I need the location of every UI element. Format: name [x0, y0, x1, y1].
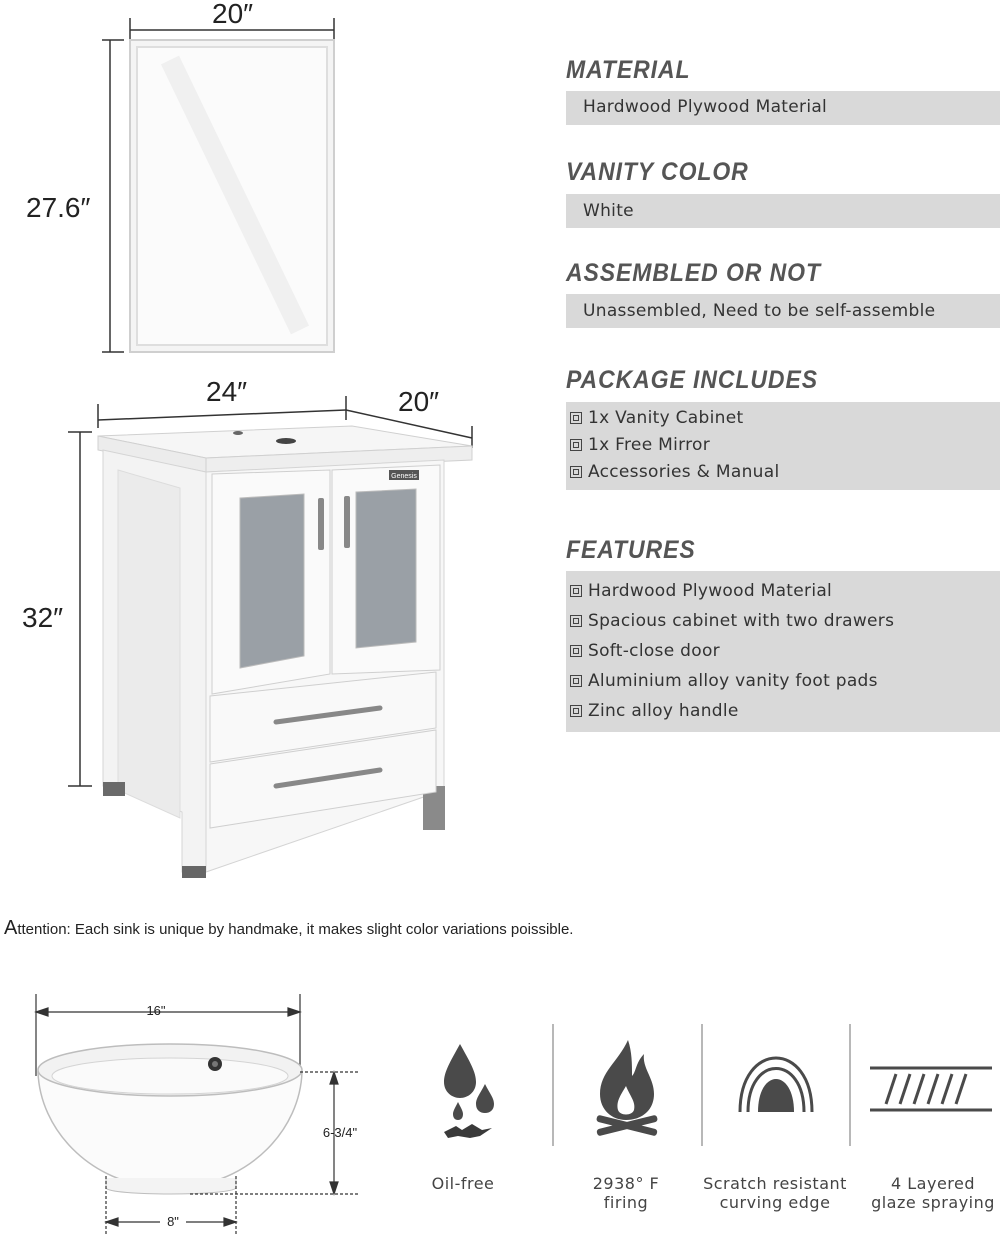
sink-height-label: 6-3/4" [322, 1125, 358, 1140]
sink-base-label: 8" [167, 1214, 179, 1229]
features-title: FEATURES [566, 536, 696, 564]
vanity-color-bar [566, 194, 1000, 228]
assembled-value: Unassembled, Need to be self-assemble [583, 301, 936, 321]
vanity-cabinet [98, 426, 472, 878]
vanity-color-value: White [583, 201, 634, 221]
sink-bowl [38, 1044, 302, 1194]
package-item: 1x Vanity Cabinet [570, 408, 743, 428]
checkbox-icon [570, 645, 582, 657]
checkbox-icon [570, 585, 582, 597]
features-bar [566, 571, 1000, 732]
oil-drops-icon [444, 1044, 494, 1138]
brand-tag: Genesis [391, 473, 417, 480]
package-item: Accessories & Manual [570, 462, 779, 482]
assembled-title: ASSEMBLED OR NOT [566, 259, 821, 287]
package-bar [566, 402, 1000, 490]
mirror-height-label: 27.6″ [26, 192, 91, 223]
sink-top-label: 16" [146, 1003, 166, 1018]
checkbox-icon [570, 675, 582, 687]
mirror [130, 40, 334, 352]
mirror-width-label: 20″ [212, 0, 254, 29]
feature-item: Zinc alloy handle [570, 701, 739, 721]
glaze-layers-icon [870, 1068, 992, 1110]
vanity-color-title: VANITY COLOR [566, 158, 749, 186]
material-bar [566, 91, 1000, 125]
product-illustration [0, 0, 520, 900]
package-item: 1x Free Mirror [570, 435, 710, 455]
checkbox-icon [570, 615, 582, 627]
feature-label-oil-free: Oil-free [431, 1174, 495, 1193]
vanity-width-label: 24″ [206, 376, 248, 407]
feature-label-scratch-resistant: Scratch resistant curving edge [703, 1174, 847, 1212]
feature-label-firing: 2938° F firing [592, 1174, 660, 1212]
fire-icon [596, 1040, 658, 1136]
sink-illustration [0, 980, 400, 1240]
feature-item: Hardwood Plywood Material [570, 581, 832, 601]
vanity-depth-label: 20″ [398, 386, 440, 417]
feature-label-glaze: 4 Layered glaze spraying [871, 1174, 995, 1212]
checkbox-icon [570, 412, 582, 424]
feature-item: Aluminium alloy vanity foot pads [570, 671, 878, 691]
vanity-height-label: 32″ [22, 602, 64, 633]
feature-item: Spacious cabinet with two drawers [570, 611, 894, 631]
material-title: MATERIAL [566, 56, 691, 84]
attention-note: Attention: Each sink is unique by handmake, it makes slight color variations poissible. [4, 917, 574, 939]
feature-item: Soft-close door [570, 641, 720, 661]
checkbox-icon [570, 466, 582, 478]
feature-icons-row [400, 1010, 1000, 1160]
curving-edge-icon [740, 1058, 812, 1112]
checkbox-icon [570, 439, 582, 451]
package-title: PACKAGE INCLUDES [566, 366, 818, 394]
checkbox-icon [570, 705, 582, 717]
assembled-bar [566, 294, 1000, 328]
material-value: Hardwood Plywood Material [583, 97, 828, 117]
